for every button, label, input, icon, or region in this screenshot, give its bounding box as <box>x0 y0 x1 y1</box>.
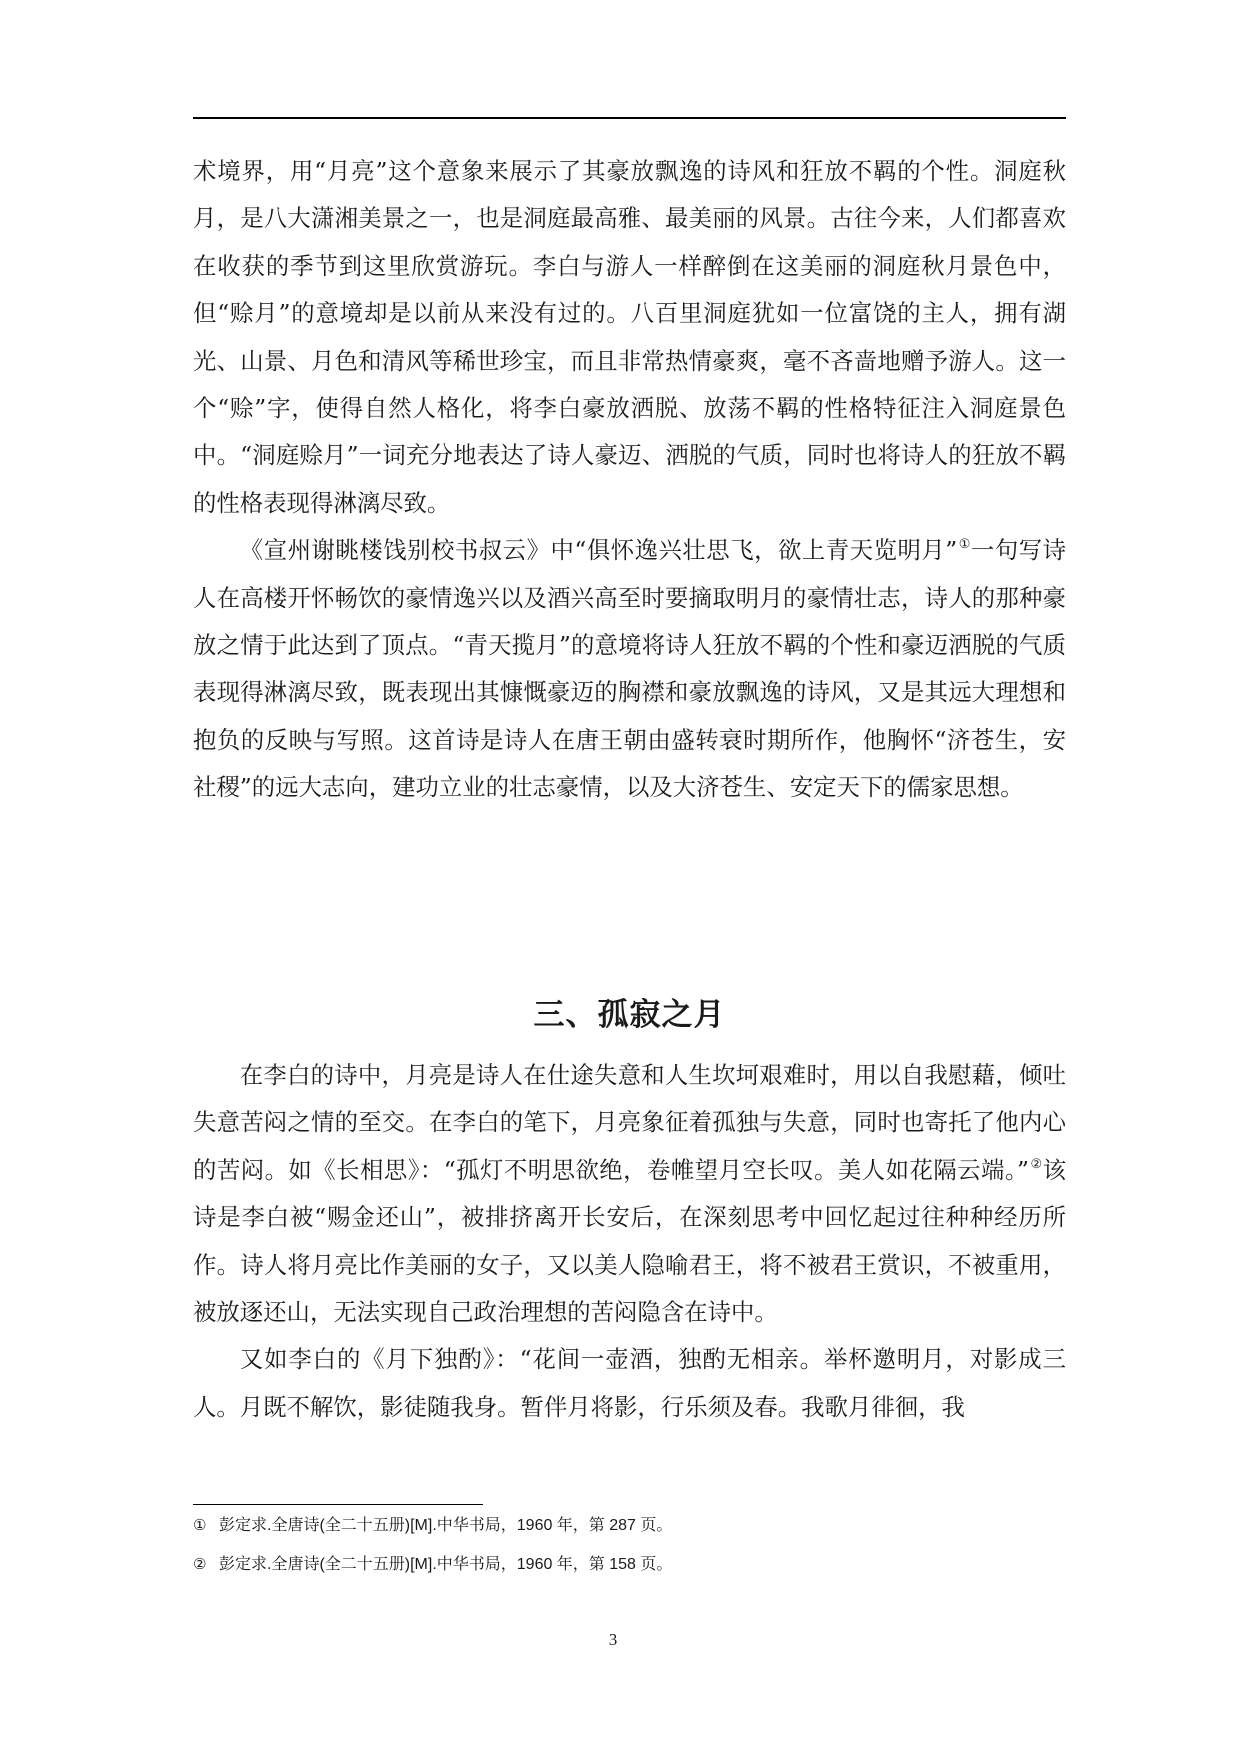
paragraph-continued <box>193 148 1066 527</box>
footnote-reference[interactable]: ① <box>958 537 971 553</box>
section-heading: 三、孤寂之月 <box>533 997 726 1033</box>
paragraph-text: 术境界，用“月亮”这个意象来展示了其豪放飘逸的诗风和狂放不羁的个性。洞庭秋月，是八大潇湘美景之一，也是洞庭最高雅、最美丽的风景。古往今来，人们都喜欢在收获的季节到这里欣赏游玩。李白与游人一样醉倒在这美丽的洞庭秋月景色中，但“赊月”的意境却是以前从来没有过的。八百里洞庭犹如一位富饶的主人，拥有湖光、山景、月色和清风等稀世珍宝，而且非常热情豪爽，毫不吝啬地赠予游人。这一个“赊”字，使得自然人格化，将李白豪放洒脱、放荡不羁的性格特征注入洞庭景色中。“洞庭赊月”一词充分地表达了诗人豪迈、洒脱的气质，同时也将诗人的狂放不羁的性格表现得淋漓尽致。 <box>193 157 1066 517</box>
footnote-separator <box>193 1504 483 1505</box>
paragraph-text: 《宣州谢眺楼饯别校书叔云》中“俱怀逸兴壮思飞，欲上青天览明月” <box>239 536 958 565</box>
paragraph-text: 又如李白的《月下独酌》：“花间一壶酒，独酌无相亲。举杯邀明月，对影成三人。月既不解饮，影徒随我身。暂伴月将影，行乐须及春。我歌月徘徊，我 <box>193 1345 1066 1421</box>
body-text-bottom <box>193 1052 1066 1431</box>
footnote <box>193 1516 1066 1536</box>
footnote-text: 彭定求.全唐诗(全二十五册)[M].中华书局，1960 年，第 287 页。 <box>219 1517 673 1534</box>
body-text-top <box>193 148 1066 812</box>
header-rule <box>193 117 1066 119</box>
paragraph-text: 在李白的诗中，月亮是诗人在仕途失意和人生坎坷艰难时，用以自我慰藉，倾吐失意苦闷之情的至交。在李白的笔下，月亮象征着孤独与失意，同时也寄托了他内心的苦闷。如《长相思》：“孤灯不明思欲绝，卷帷望月空长叹。美人如花隔云端。” <box>193 1061 1066 1184</box>
paragraph <box>193 1336 1066 1431</box>
footnote-mark: ① <box>193 1517 207 1534</box>
page-number: 3 <box>608 1630 618 1649</box>
footnote-reference[interactable]: ② <box>1030 1156 1043 1172</box>
footnote-text: 彭定求.全唐诗(全二十五册)[M].中华书局，1960 年，第 158 页。 <box>219 1556 673 1573</box>
paragraph <box>193 527 1066 811</box>
paragraph <box>193 1052 1066 1336</box>
footnote <box>193 1555 1066 1575</box>
paragraph-text: 该诗是李白被“赐金还山”，被排挤离开长安后，在深刻思考中回忆起过往种种经历所作。诗人将月亮比作美丽的女子，又以美人隐喻君王，将不被君王赏识，不被重用，被放逐还山，无法实现自己政治理想的苦闷隐含在诗中。 <box>193 1155 1066 1327</box>
paragraph-text: 一句写诗人在高楼开怀畅饮的豪情逸兴以及酒兴高至时要摘取明月的豪情壮志，诗人的那种豪放之情于此达到了顶点。“青天揽月”的意境将诗人狂放不羁的个性和豪迈洒脱的气质表现得淋漓尽致，既表现出其慷慨豪迈的胸襟和豪放飘逸的诗风，又是其远大理想和抱负的反映与写照。这首诗是诗人在唐王朝由盛转衰时期所作，他胸怀“济苍生，安社稷”的远大志向，建功立业的壮志豪情，以及大济苍生、安定天下的儒家思想。 <box>193 536 1067 802</box>
footnote-mark: ② <box>193 1556 207 1573</box>
